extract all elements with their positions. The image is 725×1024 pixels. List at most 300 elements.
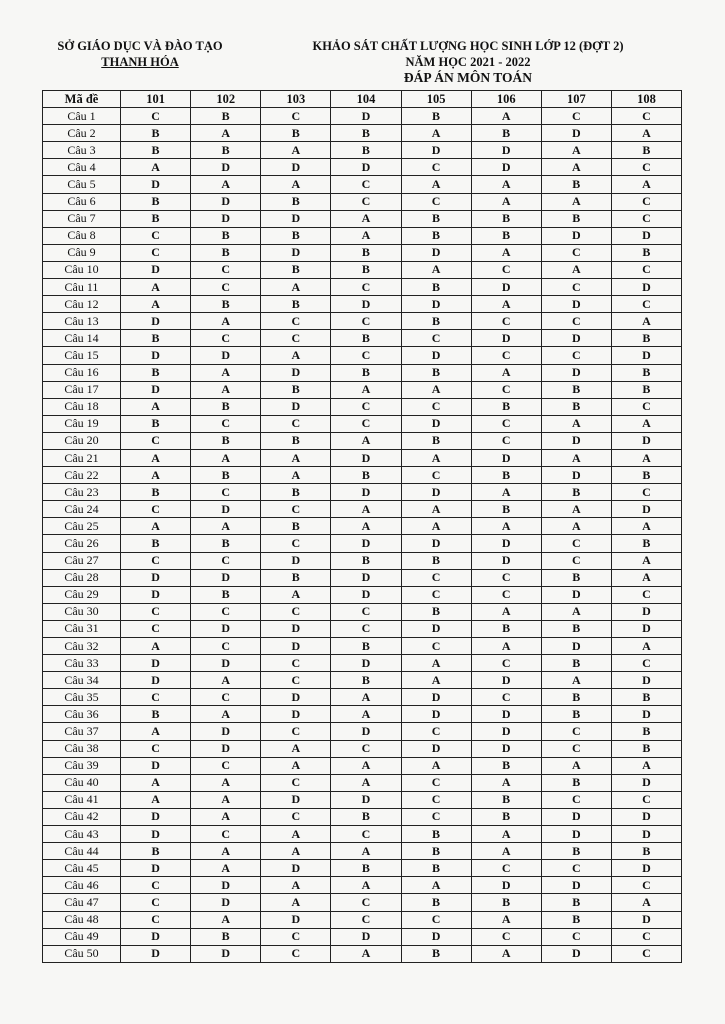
answer-cell: C — [121, 911, 191, 928]
answer-cell: C — [261, 603, 331, 620]
answer-cell: B — [401, 210, 471, 227]
answer-cell: A — [261, 586, 331, 603]
answer-cell: C — [611, 655, 681, 672]
answer-cell: D — [331, 449, 401, 466]
question-label: Câu 8 — [43, 227, 121, 244]
answer-cell: C — [331, 398, 401, 415]
answer-cell: B — [611, 843, 681, 860]
answer-cell: A — [121, 159, 191, 176]
answer-cell: B — [611, 467, 681, 484]
answer-cell: D — [261, 552, 331, 569]
answer-cell: C — [541, 347, 611, 364]
answer-cell: B — [261, 518, 331, 535]
question-label: Câu 31 — [43, 620, 121, 637]
answer-cell: C — [611, 945, 681, 962]
answer-cell: C — [331, 279, 401, 296]
question-label: Câu 45 — [43, 860, 121, 877]
answer-cell: D — [471, 142, 541, 159]
answer-cell: C — [191, 279, 261, 296]
table-row — [43, 415, 682, 432]
answer-cell: C — [261, 655, 331, 672]
answer-cell: A — [611, 415, 681, 432]
table-row — [43, 142, 682, 159]
table-row — [43, 227, 682, 244]
answer-cell: D — [471, 535, 541, 552]
answer-cell: C — [331, 415, 401, 432]
table-row — [43, 467, 682, 484]
exam-title: KHẢO SÁT CHẤT LƯỢNG HỌC SINH LỚP 12 (ĐỢT 2) — [312, 39, 624, 53]
table-row — [43, 860, 682, 877]
answer-cell: D — [121, 757, 191, 774]
answer-cell: D — [541, 330, 611, 347]
answer-cell: A — [121, 723, 191, 740]
answer-cell: B — [261, 569, 331, 586]
answer-cell: B — [331, 330, 401, 347]
answer-cell: D — [261, 210, 331, 227]
question-label: Câu 22 — [43, 467, 121, 484]
answer-cell: A — [471, 826, 541, 843]
answer-cell: A — [121, 791, 191, 808]
answer-cell: A — [611, 638, 681, 655]
answer-cell: D — [261, 791, 331, 808]
answer-cell: C — [261, 672, 331, 689]
answer-cell: C — [121, 552, 191, 569]
answer-cell: C — [261, 774, 331, 791]
answer-cell: A — [261, 877, 331, 894]
question-label: Câu 1 — [43, 108, 121, 125]
answer-cell: C — [401, 467, 471, 484]
answer-cell: A — [541, 518, 611, 535]
answer-cell: D — [121, 313, 191, 330]
answer-cell: A — [541, 603, 611, 620]
answer-cell: D — [401, 620, 471, 637]
answer-cell: D — [261, 689, 331, 706]
answer-cell: D — [331, 296, 401, 313]
question-label: Câu 21 — [43, 449, 121, 466]
answer-cell: A — [471, 364, 541, 381]
question-label: Câu 38 — [43, 740, 121, 757]
answer-cell: B — [191, 108, 261, 125]
question-label: Câu 2 — [43, 125, 121, 142]
answer-cell: C — [541, 108, 611, 125]
table-row — [43, 347, 682, 364]
answer-cell: A — [471, 296, 541, 313]
answer-cell: B — [191, 535, 261, 552]
table-row — [43, 569, 682, 586]
answer-cell: C — [191, 603, 261, 620]
table-row — [43, 296, 682, 313]
answer-cell: B — [611, 244, 681, 261]
answer-cell: C — [611, 398, 681, 415]
answer-cell: C — [191, 261, 261, 278]
question-label: Câu 19 — [43, 415, 121, 432]
table-row — [43, 193, 682, 210]
question-label: Câu 18 — [43, 398, 121, 415]
answer-cell: B — [121, 364, 191, 381]
answer-cell: A — [471, 176, 541, 193]
table-row — [43, 928, 682, 945]
answer-cell: D — [611, 603, 681, 620]
answer-cell: A — [541, 449, 611, 466]
answer-cell: D — [611, 706, 681, 723]
table-row — [43, 638, 682, 655]
answer-cell: B — [541, 774, 611, 791]
answer-cell: C — [261, 808, 331, 825]
answer-cell: B — [121, 535, 191, 552]
answer-cell: C — [611, 159, 681, 176]
answer-cell: B — [541, 655, 611, 672]
answer-cell: A — [611, 313, 681, 330]
answer-cell: A — [191, 843, 261, 860]
answer-cell: D — [401, 689, 471, 706]
answer-cell: C — [331, 740, 401, 757]
answer-cell: D — [331, 569, 401, 586]
answer-cell: C — [191, 638, 261, 655]
answer-cell: D — [471, 672, 541, 689]
answer-cell: A — [121, 279, 191, 296]
answer-cell: A — [331, 518, 401, 535]
answer-cell: C — [331, 911, 401, 928]
answer-cell: A — [541, 261, 611, 278]
answer-cell: A — [471, 774, 541, 791]
table-row — [43, 877, 682, 894]
answer-cell: B — [261, 432, 331, 449]
answer-cell: A — [611, 894, 681, 911]
answer-cell: B — [541, 620, 611, 637]
answer-cell: A — [121, 449, 191, 466]
answer-cell: D — [121, 176, 191, 193]
answer-cell: C — [471, 415, 541, 432]
answer-cell: A — [121, 638, 191, 655]
answer-cell: D — [261, 364, 331, 381]
question-label: Câu 4 — [43, 159, 121, 176]
answer-cell: C — [191, 757, 261, 774]
answer-cell: C — [331, 347, 401, 364]
answer-cell: A — [611, 449, 681, 466]
table-row — [43, 757, 682, 774]
answer-cell: A — [611, 552, 681, 569]
question-label: Câu 5 — [43, 176, 121, 193]
answer-cell: A — [261, 347, 331, 364]
answer-cell: D — [541, 227, 611, 244]
table-row — [43, 603, 682, 620]
question-label: Câu 11 — [43, 279, 121, 296]
answer-cell: D — [401, 415, 471, 432]
answer-cell: C — [191, 330, 261, 347]
table-row — [43, 672, 682, 689]
answer-cell: B — [401, 860, 471, 877]
answer-cell: A — [331, 877, 401, 894]
answer-cell: B — [471, 620, 541, 637]
answer-cell: B — [331, 552, 401, 569]
answer-cell: D — [401, 142, 471, 159]
answer-cell: D — [121, 672, 191, 689]
answer-cell: C — [121, 689, 191, 706]
answer-cell: D — [191, 740, 261, 757]
answer-cell: A — [611, 125, 681, 142]
answer-cell: D — [541, 467, 611, 484]
answer-cell: C — [401, 774, 471, 791]
answer-cell: C — [121, 108, 191, 125]
answer-cell: B — [471, 125, 541, 142]
table-row — [43, 108, 682, 125]
answer-cell: A — [401, 518, 471, 535]
answer-cell: B — [121, 125, 191, 142]
answer-cell: B — [191, 398, 261, 415]
answer-cell: B — [191, 244, 261, 261]
answer-cell: B — [401, 552, 471, 569]
question-label: Câu 7 — [43, 210, 121, 227]
question-label: Câu 50 — [43, 945, 121, 962]
answer-cell: C — [331, 620, 401, 637]
table-header-row — [43, 91, 682, 108]
answer-cell: D — [191, 501, 261, 518]
table-row — [43, 518, 682, 535]
answer-cell: A — [191, 125, 261, 142]
answer-cell: C — [121, 740, 191, 757]
answer-cell: D — [331, 723, 401, 740]
answer-cell: D — [611, 860, 681, 877]
answer-cell: B — [611, 381, 681, 398]
table-row — [43, 501, 682, 518]
answer-cell: B — [541, 176, 611, 193]
question-label: Câu 42 — [43, 808, 121, 825]
answer-cell: B — [121, 193, 191, 210]
answer-cell: A — [191, 672, 261, 689]
answer-cell: B — [331, 638, 401, 655]
answer-cell: B — [611, 142, 681, 159]
table-row — [43, 740, 682, 757]
answer-cell: D — [611, 826, 681, 843]
answer-cell: D — [611, 620, 681, 637]
question-label: Câu 39 — [43, 757, 121, 774]
answer-cell: A — [331, 945, 401, 962]
answer-cell: C — [261, 928, 331, 945]
table-row — [43, 398, 682, 415]
answer-cell: A — [261, 176, 331, 193]
answer-cell: B — [401, 108, 471, 125]
answer-cell: C — [611, 484, 681, 501]
table-row — [43, 826, 682, 843]
table-body — [43, 108, 682, 963]
table-row — [43, 655, 682, 672]
answer-cell: D — [331, 928, 401, 945]
answer-cell: D — [191, 159, 261, 176]
answer-cell: B — [331, 244, 401, 261]
question-label: Câu 23 — [43, 484, 121, 501]
answer-cell: A — [261, 843, 331, 860]
answer-cell: C — [331, 313, 401, 330]
answer-cell: D — [541, 945, 611, 962]
answer-cell: D — [191, 569, 261, 586]
answer-cell: D — [471, 279, 541, 296]
table-row — [43, 586, 682, 603]
answer-cell: C — [611, 193, 681, 210]
answer-cell: A — [611, 569, 681, 586]
answer-cell: A — [331, 227, 401, 244]
answer-cell: B — [401, 603, 471, 620]
org-province: THANH HÓA — [101, 55, 179, 69]
answer-cell: C — [401, 586, 471, 603]
answer-cell: A — [331, 432, 401, 449]
answer-cell: C — [471, 381, 541, 398]
table-row — [43, 620, 682, 637]
question-label: Câu 20 — [43, 432, 121, 449]
answer-cell: A — [401, 261, 471, 278]
answer-cell: D — [191, 655, 261, 672]
answer-cell: A — [541, 757, 611, 774]
answer-cell: C — [331, 826, 401, 843]
answer-cell: B — [471, 757, 541, 774]
answer-cell: C — [541, 723, 611, 740]
question-label: Câu 37 — [43, 723, 121, 740]
question-label: Câu 49 — [43, 928, 121, 945]
question-label: Câu 29 — [43, 586, 121, 603]
answer-cell: C — [261, 501, 331, 518]
answer-cell: C — [401, 911, 471, 928]
answer-cell: C — [471, 928, 541, 945]
answer-cell: B — [191, 467, 261, 484]
table-row — [43, 381, 682, 398]
answer-cell: C — [471, 655, 541, 672]
answer-cell: C — [611, 877, 681, 894]
table-row — [43, 689, 682, 706]
answer-cell: C — [611, 296, 681, 313]
answer-cell: D — [191, 945, 261, 962]
answer-cell: D — [121, 655, 191, 672]
answer-cell: B — [331, 808, 401, 825]
question-label: Câu 10 — [43, 261, 121, 278]
answer-cell: C — [261, 723, 331, 740]
answer-cell: C — [261, 108, 331, 125]
answer-cell: D — [261, 159, 331, 176]
answer-cell: C — [331, 603, 401, 620]
question-label: Câu 41 — [43, 791, 121, 808]
answer-cell: C — [541, 791, 611, 808]
question-label: Câu 27 — [43, 552, 121, 569]
answer-cell: A — [611, 518, 681, 535]
answer-cell: D — [121, 945, 191, 962]
question-label: Câu 34 — [43, 672, 121, 689]
answer-cell: B — [541, 911, 611, 928]
answer-cell: A — [541, 415, 611, 432]
answer-cell: C — [541, 552, 611, 569]
answer-cell: A — [191, 449, 261, 466]
answer-cell: B — [401, 279, 471, 296]
table-row — [43, 210, 682, 227]
answer-cell: C — [191, 415, 261, 432]
answer-cell: A — [541, 159, 611, 176]
answer-cell: C — [541, 279, 611, 296]
answer-cell: D — [401, 347, 471, 364]
answer-cell: B — [191, 296, 261, 313]
answer-cell: D — [331, 535, 401, 552]
question-label: Câu 48 — [43, 911, 121, 928]
answer-cell: C — [121, 501, 191, 518]
answer-cell: C — [541, 860, 611, 877]
table-row — [43, 313, 682, 330]
answer-cell: D — [611, 808, 681, 825]
issuing-organization — [40, 38, 240, 70]
answer-cell: B — [261, 296, 331, 313]
answer-cell: C — [261, 535, 331, 552]
table-row — [43, 159, 682, 176]
answer-cell: B — [471, 210, 541, 227]
answer-cell: D — [121, 826, 191, 843]
answer-cell: A — [261, 757, 331, 774]
answer-cell: A — [611, 176, 681, 193]
answer-cell: B — [541, 569, 611, 586]
question-label: Câu 33 — [43, 655, 121, 672]
question-label: Câu 32 — [43, 638, 121, 655]
answer-cell: D — [331, 791, 401, 808]
answer-cell: B — [611, 330, 681, 347]
answer-cell: C — [541, 740, 611, 757]
answer-cell: D — [541, 364, 611, 381]
answer-cell: A — [331, 501, 401, 518]
answer-cell: A — [471, 484, 541, 501]
answer-cell: C — [401, 723, 471, 740]
answer-cell: B — [471, 791, 541, 808]
table-row — [43, 552, 682, 569]
exam-code-106: 106 — [471, 91, 541, 108]
exam-code-108: 108 — [611, 91, 681, 108]
answer-cell: D — [191, 877, 261, 894]
answer-cell: D — [541, 296, 611, 313]
table-row — [43, 535, 682, 552]
table-row — [43, 706, 682, 723]
answer-cell: B — [121, 330, 191, 347]
answer-cell: B — [611, 723, 681, 740]
answer-cell: D — [261, 911, 331, 928]
answer-cell: D — [191, 723, 261, 740]
answer-cell: B — [541, 843, 611, 860]
answer-cell: B — [331, 860, 401, 877]
answer-cell: D — [401, 535, 471, 552]
answer-cell: B — [471, 894, 541, 911]
answer-cell: A — [401, 449, 471, 466]
exam-code-103: 103 — [261, 91, 331, 108]
answer-key-title: ĐÁP ÁN MÔN TOÁN — [403, 70, 533, 85]
answer-cell: D — [611, 774, 681, 791]
question-label: Câu 16 — [43, 364, 121, 381]
answer-cell: B — [471, 808, 541, 825]
table-row — [43, 791, 682, 808]
exam-code-101: 101 — [121, 91, 191, 108]
answer-cell: A — [191, 518, 261, 535]
answer-cell: C — [541, 313, 611, 330]
answer-cell: A — [471, 518, 541, 535]
answer-cell: D — [471, 723, 541, 740]
answer-cell: A — [261, 142, 331, 159]
answer-cell: C — [191, 826, 261, 843]
answer-cell: A — [401, 381, 471, 398]
answer-cell: D — [471, 877, 541, 894]
answer-cell: A — [191, 706, 261, 723]
answer-cell: B — [121, 415, 191, 432]
answer-cell: A — [121, 467, 191, 484]
answer-cell: C — [401, 808, 471, 825]
answer-cell: D — [261, 244, 331, 261]
question-label: Câu 3 — [43, 142, 121, 159]
answer-cell: B — [471, 501, 541, 518]
question-label: Câu 47 — [43, 894, 121, 911]
document-title — [258, 38, 678, 86]
question-label: Câu 13 — [43, 313, 121, 330]
answer-cell: D — [121, 928, 191, 945]
school-year: NĂM HỌC 2021 - 2022 — [405, 55, 531, 69]
answer-cell: C — [471, 261, 541, 278]
